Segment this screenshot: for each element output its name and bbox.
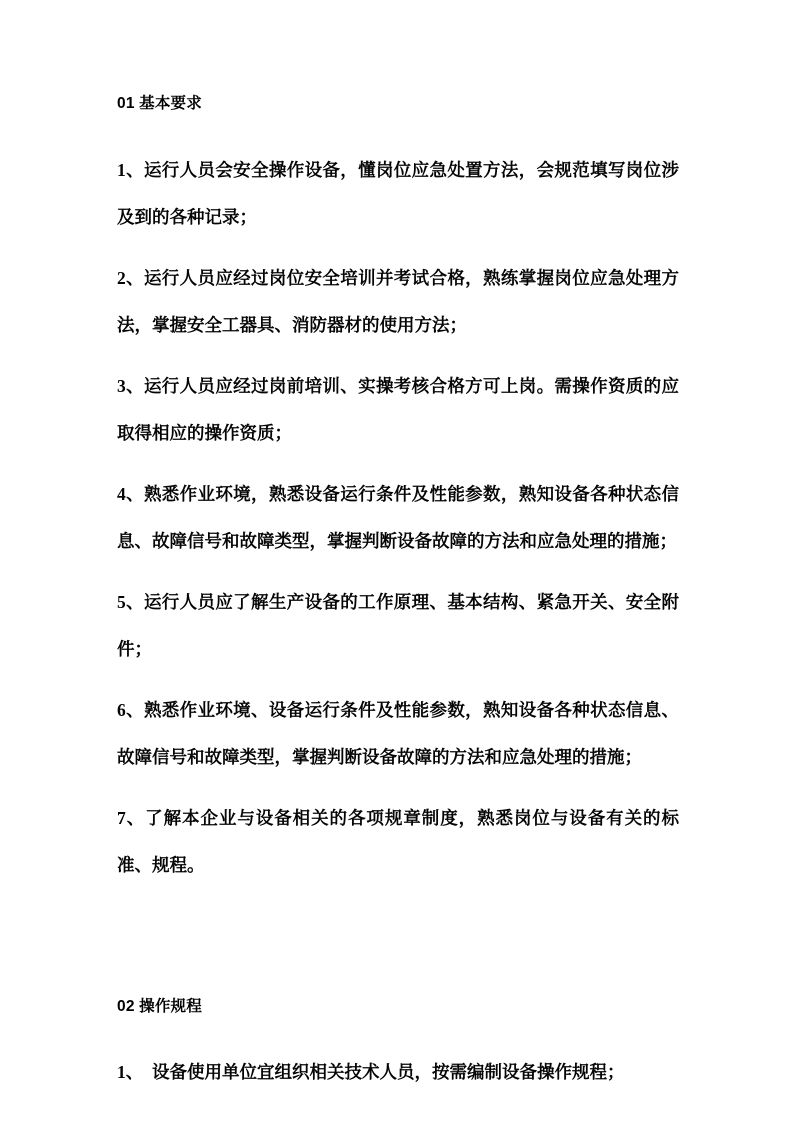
paragraph-01-1: 1、运行人员会安全操作设备，懂岗位应急处置方法，会规范填写岗位涉及到的各种记录； — [117, 159, 679, 227]
paragraph-01-5: 5、运行人员应了解生产设备的工作原理、基本结构、紧急开关、安全附件； — [117, 591, 679, 659]
paragraph-01-3: 3、运行人员应经过岗前培训、实操考核合格方可上岗。需操作资质的应取得相应的操作资质； — [117, 375, 679, 443]
spacer-01-6 — [117, 781, 679, 795]
spacer-01-1 — [117, 241, 679, 255]
paragraph-01-7: 7、了解本企业与设备相关的各项规章制度，熟悉岗位与设备有关的标准、规程。 — [117, 807, 679, 875]
spacer-01-5 — [117, 673, 679, 687]
spacer-after-heading-02 — [117, 1014, 679, 1049]
document-body — [117, 96, 679, 1096]
spacer-01-3 — [117, 457, 679, 471]
section-heading-02: 02 操作规程 — [117, 997, 202, 1015]
paragraph-01-6: 6、熟悉作业环境、设备运行条件及性能参数，熟知设备各种状态信息、故障信号和故障类型，掌握判断设备故障的方法和应急处理的措施； — [117, 699, 679, 767]
section-heading-01: 01 基本要求 — [117, 95, 202, 112]
spacer-after-heading-01 — [117, 112, 679, 147]
paragraph-02-1: 1、 设备使用单位宜组织相关技术人员，按需编制设备操作规程； — [117, 1062, 625, 1082]
spacer-01-4 — [117, 565, 679, 579]
spacer-01-2 — [117, 349, 679, 363]
paragraph-01-2: 2、运行人员应经过岗位安全培训并考试合格，熟练掌握岗位应急处理方法，掌握安全工器具、消防器材的使用方法； — [117, 267, 679, 335]
spacer-between-sections — [117, 889, 679, 999]
paragraph-01-4: 4、熟悉作业环境，熟悉设备运行条件及性能参数，熟知设备各种状态信息、故障信号和故障类型，掌握判断设备故障的方法和应急处理的措施； — [117, 483, 679, 551]
